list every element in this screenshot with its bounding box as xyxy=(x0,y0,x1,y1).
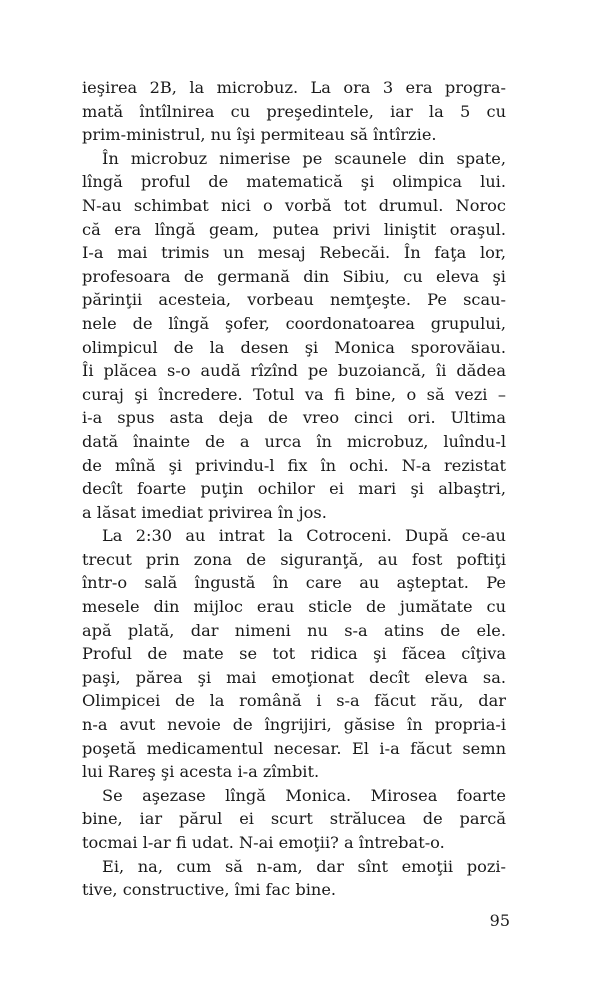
text-line: apă plată, dar nimeni nu s-a atins de ele. xyxy=(82,620,506,640)
page-number: 95 xyxy=(489,911,510,930)
text-line: într-o sală îngustă în care au aşteptat. Pe xyxy=(82,573,506,593)
text-line: bine, iar părul ei scurt strălucea de parcă xyxy=(82,809,506,829)
text-line: nele de lîngă şofer, coordonatoarea grupului, xyxy=(82,313,506,333)
text-line: La 2:30 au intrat la Cotroceni. După ce-au xyxy=(102,526,506,546)
text-line: tocmai l-ar fi udat. N-ai emoţii? a întrebat-o. xyxy=(82,833,445,852)
text-line: Îi plăcea s-o audă rîzînd pe buzoiancă, îi dădea xyxy=(82,361,506,381)
text-line: decît foarte puţin ochilor ei mari şi albaştri, xyxy=(82,479,506,499)
text-line: Se aşezase lîngă Monica. Mirosea foarte xyxy=(102,785,506,805)
text-line: că era lîngă geam, putea privi liniştit oraşul. xyxy=(82,219,506,239)
text-line: prim-ministrul, nu îşi permiteau să întîrzie. xyxy=(82,125,437,145)
text-line: ieşirea 2B, la microbuz. La ora 3 era progra- xyxy=(82,78,506,97)
text-line: paşi, părea şi mai emoţionat decît eleva sa. xyxy=(82,667,506,687)
paragraph-3 xyxy=(82,524,506,784)
text-line: Ei, na, cum să n-am, dar sînt emoţii pozi- xyxy=(102,856,506,876)
paragraph-5 xyxy=(82,855,506,902)
text-line: profesoara de germană din Sibiu, cu eleva şi xyxy=(82,266,506,286)
paragraph-1 xyxy=(82,76,506,147)
text-line: Olimpicei de la română i s-a făcut rău, dar xyxy=(82,691,506,711)
text-line: tive, constructive, îmi fac bine. xyxy=(82,880,337,900)
text-line: trecut prin zona de siguranţă, au fost poftiţi xyxy=(82,549,506,569)
text-line: lîngă proful de matematică şi olimpica lui. xyxy=(82,172,506,192)
paragraph-2 xyxy=(82,147,506,525)
text-line: părinţii acesteia, vorbeau nemţeşte. Pe scau- xyxy=(82,290,506,310)
text-line: lui Rareş şi acesta i-a zîmbit. xyxy=(82,762,320,782)
text-line: n-a avut nevoie de îngrijiri, găsise în propria-i xyxy=(82,715,506,735)
page-body xyxy=(82,76,506,902)
paragraph-4 xyxy=(82,784,506,855)
text-line: de mînă şi privindu-l fix în ochi. N-a rezistat xyxy=(82,455,506,475)
text-line: mesele din mijloc erau sticle de jumătate cu xyxy=(82,597,506,617)
text-line: poşetă medicamentul necesar. El i-a făcut semn xyxy=(82,738,506,758)
text-line: dată înainte de a urca în microbuz, luîndu-l xyxy=(82,431,506,451)
text-line: i-a spus asta deja de vreo cinci ori. Ultima xyxy=(82,408,506,428)
text-line: Proful de mate se tot ridica şi făcea cîţiva xyxy=(82,644,506,664)
text-line: În microbuz nimerise pe scaunele din spate, xyxy=(102,148,506,168)
text-line: I-a mai trimis un mesaj Rebecăi. În faţa lor, xyxy=(82,243,506,263)
text-line: a lăsat imediat privirea în jos. xyxy=(82,502,327,522)
text-line: curaj şi încredere. Totul va fi bine, o să vezi – xyxy=(82,384,506,404)
text-line: olimpicul de la desen şi Monica sporovăiau. xyxy=(82,337,506,357)
text-line: mată întîlnirea cu preşedintele, iar la 5 cu xyxy=(82,101,506,121)
text-line: N-au schimbat nici o vorbă tot drumul. Noroc xyxy=(82,195,506,215)
